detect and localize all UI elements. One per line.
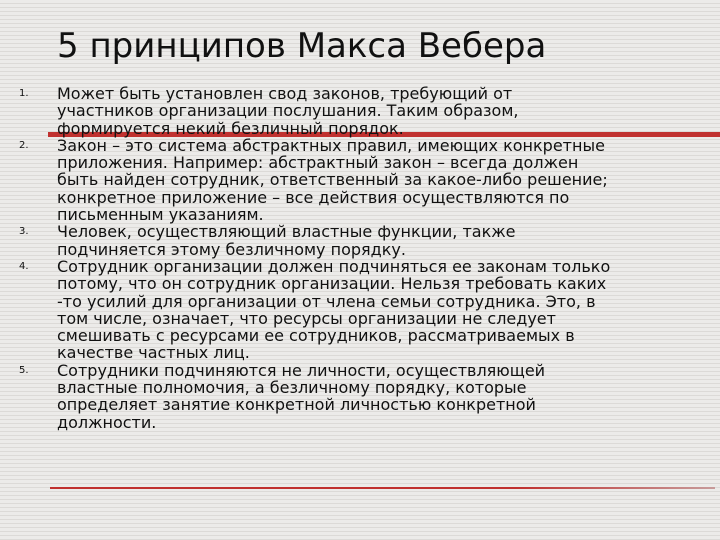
list-item-number: 3. xyxy=(19,226,29,238)
list-item-text: Человек, осуществляющий властные функции, также подчиняется этому безличному порядку. xyxy=(57,222,516,259)
list-item-number: 2. xyxy=(19,139,29,151)
list-item xyxy=(0,223,720,258)
list-item xyxy=(0,258,720,362)
list-item-number: 5. xyxy=(19,364,29,376)
list-item xyxy=(0,85,720,137)
slide-title: 5 принципов Макса Вебера xyxy=(57,26,547,66)
bottom-divider-line xyxy=(50,487,715,489)
list-item-text: Может быть установлен свод законов, требующий от участников организации послушания. Таким образом, формируется некий безличный порядок. xyxy=(57,84,519,138)
list-item-text: Сотрудник организации должен подчиняться ее законам только потому, что он сотрудник организации. Нельзя требовать каких -то усилий для организации от члена семьи сотрудника. Это, в том числе, означает, что ресурсы организации не следует смешивать с ресурсами ее сотрудников, рассматриваемых в качестве частных лиц. xyxy=(57,256,611,363)
list-item-number: 1. xyxy=(19,88,29,99)
list-item-text: Сотрудники подчиняются не личности, осуществляющей властные полномочия, а безличному порядку, которые определяет занятие конкретной личностью конкретной должности. xyxy=(57,360,546,432)
principles-list xyxy=(0,85,720,431)
list-item-number: 4. xyxy=(19,260,29,272)
list-item xyxy=(0,362,720,431)
list-item-text: Закон – это система абстрактных правил, имеющих конкретные приложения. Например: абстрактный закон – всегда должен быть найден сотрудник, ответственный за какое-либо решение; конкретное приложение – все действия осуществляются по письменным указаниям. xyxy=(57,135,608,225)
list-item xyxy=(0,137,720,223)
